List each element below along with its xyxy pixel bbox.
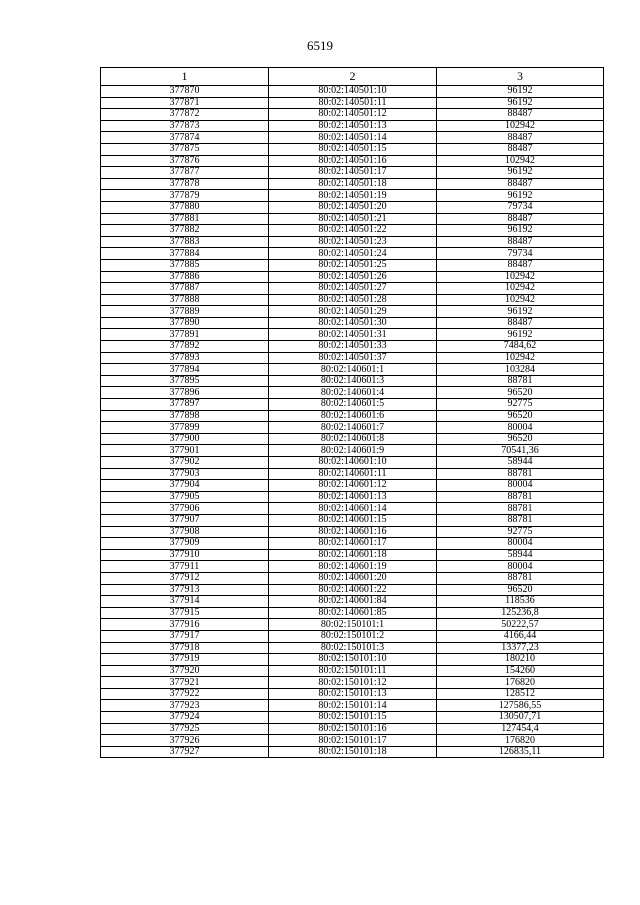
cadastral-number-cell: 80:02:150101:12 bbox=[269, 677, 437, 689]
row-number-cell: 377918 bbox=[101, 642, 269, 654]
cadastral-number-cell: 80:02:150101:17 bbox=[269, 735, 437, 747]
cadastral-number-cell: 80:02:140601:84 bbox=[269, 596, 437, 608]
table-row bbox=[101, 86, 604, 98]
table-row bbox=[101, 97, 604, 109]
cadastral-number-cell: 80:02:140501:15 bbox=[269, 143, 437, 155]
row-number-cell: 377907 bbox=[101, 514, 269, 526]
cadastral-number-cell: 80:02:140601:7 bbox=[269, 422, 437, 434]
row-number-cell: 377917 bbox=[101, 630, 269, 642]
value-cell: 88781 bbox=[437, 375, 604, 387]
row-number-cell: 377877 bbox=[101, 167, 269, 179]
table-row bbox=[101, 468, 604, 480]
table-row bbox=[101, 514, 604, 526]
row-number-cell: 377912 bbox=[101, 572, 269, 584]
value-cell: 96520 bbox=[437, 387, 604, 399]
table-row bbox=[101, 422, 604, 434]
table-row bbox=[101, 433, 604, 445]
table-row bbox=[101, 445, 604, 457]
value-cell: 70541,36 bbox=[437, 445, 604, 457]
row-number-cell: 377891 bbox=[101, 329, 269, 341]
cadastral-number-cell: 80:02:140501:18 bbox=[269, 178, 437, 190]
table-row bbox=[101, 584, 604, 596]
cadastral-number-cell: 80:02:140601:12 bbox=[269, 480, 437, 492]
table-row bbox=[101, 306, 604, 318]
row-number-cell: 377925 bbox=[101, 723, 269, 735]
row-number-cell: 377902 bbox=[101, 457, 269, 469]
value-cell: 96192 bbox=[437, 306, 604, 318]
table-row bbox=[101, 619, 604, 631]
table-row bbox=[101, 491, 604, 503]
table-row bbox=[101, 596, 604, 608]
table-row bbox=[101, 735, 604, 747]
table-row bbox=[101, 143, 604, 155]
value-cell: 88781 bbox=[437, 514, 604, 526]
cadastral-number-cell: 80:02:140501:21 bbox=[269, 213, 437, 225]
row-number-cell: 377910 bbox=[101, 549, 269, 561]
cadastral-number-cell: 80:02:140601:6 bbox=[269, 410, 437, 422]
value-cell: 126835,11 bbox=[437, 746, 604, 758]
cadastral-number-cell: 80:02:140601:13 bbox=[269, 491, 437, 503]
row-number-cell: 377916 bbox=[101, 619, 269, 631]
cadastral-number-cell: 80:02:140601:14 bbox=[269, 503, 437, 515]
value-cell: 180210 bbox=[437, 654, 604, 666]
row-number-cell: 377876 bbox=[101, 155, 269, 167]
table-header bbox=[101, 68, 604, 86]
row-number-cell: 377901 bbox=[101, 445, 269, 457]
table-row bbox=[101, 712, 604, 724]
value-cell: 127586,55 bbox=[437, 700, 604, 712]
value-cell: 92775 bbox=[437, 399, 604, 411]
value-cell: 88487 bbox=[437, 132, 604, 144]
row-number-cell: 377886 bbox=[101, 271, 269, 283]
cadastral-number-cell: 80:02:140501:29 bbox=[269, 306, 437, 318]
value-cell: 88487 bbox=[437, 259, 604, 271]
cadastral-number-cell: 80:02:140601:19 bbox=[269, 561, 437, 573]
value-cell: 96192 bbox=[437, 329, 604, 341]
cadastral-number-cell: 80:02:140601:20 bbox=[269, 572, 437, 584]
row-number-cell: 377897 bbox=[101, 399, 269, 411]
cadastral-number-cell: 80:02:150101:18 bbox=[269, 746, 437, 758]
row-number-cell: 377900 bbox=[101, 433, 269, 445]
cadastral-number-cell: 80:02:140501:33 bbox=[269, 341, 437, 353]
row-number-cell: 377896 bbox=[101, 387, 269, 399]
value-cell: 88781 bbox=[437, 503, 604, 515]
table-row bbox=[101, 213, 604, 225]
row-number-cell: 377888 bbox=[101, 294, 269, 306]
table-row bbox=[101, 538, 604, 550]
value-cell: 80004 bbox=[437, 422, 604, 434]
value-cell: 102942 bbox=[437, 271, 604, 283]
table-row bbox=[101, 457, 604, 469]
cadastral-number-cell: 80:02:140601:5 bbox=[269, 399, 437, 411]
table-row bbox=[101, 642, 604, 654]
header-column-2: 2 bbox=[269, 68, 437, 86]
row-number-cell: 377874 bbox=[101, 132, 269, 144]
row-number-cell: 377921 bbox=[101, 677, 269, 689]
value-cell: 96192 bbox=[437, 167, 604, 179]
value-cell: 88487 bbox=[437, 178, 604, 190]
row-number-cell: 377899 bbox=[101, 422, 269, 434]
cadastral-number-cell: 80:02:140601:15 bbox=[269, 514, 437, 526]
cadastral-number-cell: 80:02:140601:1 bbox=[269, 364, 437, 376]
cadastral-number-cell: 80:02:140601:11 bbox=[269, 468, 437, 480]
cadastral-number-cell: 80:02:140501:31 bbox=[269, 329, 437, 341]
cadastral-number-cell: 80:02:150101:14 bbox=[269, 700, 437, 712]
row-number-cell: 377870 bbox=[101, 86, 269, 98]
row-number-cell: 377879 bbox=[101, 190, 269, 202]
table-body bbox=[101, 86, 604, 758]
row-number-cell: 377903 bbox=[101, 468, 269, 480]
cadastral-number-cell: 80:02:150101:3 bbox=[269, 642, 437, 654]
cadastral-number-cell: 80:02:140501:14 bbox=[269, 132, 437, 144]
cadastral-number-cell: 80:02:140501:13 bbox=[269, 120, 437, 132]
value-cell: 88487 bbox=[437, 143, 604, 155]
cadastral-number-cell: 80:02:140601:10 bbox=[269, 457, 437, 469]
value-cell: 80004 bbox=[437, 561, 604, 573]
row-number-cell: 377885 bbox=[101, 259, 269, 271]
table-row bbox=[101, 572, 604, 584]
cadastral-number-cell: 80:02:140501:22 bbox=[269, 225, 437, 237]
row-number-cell: 377894 bbox=[101, 364, 269, 376]
cadastral-number-cell: 80:02:140501:12 bbox=[269, 109, 437, 121]
table-row bbox=[101, 410, 604, 422]
value-cell: 96192 bbox=[437, 225, 604, 237]
value-cell: 96192 bbox=[437, 86, 604, 98]
value-cell: 50222,57 bbox=[437, 619, 604, 631]
registry-table bbox=[100, 67, 604, 758]
value-cell: 102942 bbox=[437, 283, 604, 295]
row-number-cell: 377889 bbox=[101, 306, 269, 318]
value-cell: 96520 bbox=[437, 433, 604, 445]
row-number-cell: 377905 bbox=[101, 491, 269, 503]
row-number-cell: 377881 bbox=[101, 213, 269, 225]
row-number-cell: 377884 bbox=[101, 248, 269, 260]
value-cell: 7484,62 bbox=[437, 341, 604, 353]
value-cell: 88781 bbox=[437, 468, 604, 480]
value-cell: 102942 bbox=[437, 352, 604, 364]
table-row bbox=[101, 399, 604, 411]
value-cell: 88487 bbox=[437, 109, 604, 121]
value-cell: 176820 bbox=[437, 735, 604, 747]
cadastral-number-cell: 80:02:140501:25 bbox=[269, 259, 437, 271]
value-cell: 88487 bbox=[437, 213, 604, 225]
table-row bbox=[101, 688, 604, 700]
row-number-cell: 377926 bbox=[101, 735, 269, 747]
table-row bbox=[101, 561, 604, 573]
header-column-3: 3 bbox=[437, 68, 604, 86]
cadastral-number-cell: 80:02:140501:20 bbox=[269, 201, 437, 213]
table-row bbox=[101, 201, 604, 213]
row-number-cell: 377906 bbox=[101, 503, 269, 515]
table-row bbox=[101, 294, 604, 306]
table-row bbox=[101, 654, 604, 666]
value-cell: 58944 bbox=[437, 457, 604, 469]
cadastral-number-cell: 80:02:140501:17 bbox=[269, 167, 437, 179]
cadastral-number-cell: 80:02:140501:30 bbox=[269, 317, 437, 329]
row-number-cell: 377883 bbox=[101, 236, 269, 248]
value-cell: 80004 bbox=[437, 480, 604, 492]
cadastral-number-cell: 80:02:140501:27 bbox=[269, 283, 437, 295]
cadastral-number-cell: 80:02:140501:37 bbox=[269, 352, 437, 364]
table-row bbox=[101, 132, 604, 144]
page-number: 6519 bbox=[307, 38, 333, 53]
cadastral-number-cell: 80:02:140501:24 bbox=[269, 248, 437, 260]
value-cell: 96192 bbox=[437, 190, 604, 202]
value-cell: 88487 bbox=[437, 317, 604, 329]
value-cell: 79734 bbox=[437, 201, 604, 213]
cadastral-number-cell: 80:02:140601:8 bbox=[269, 433, 437, 445]
cadastral-number-cell: 80:02:140501:11 bbox=[269, 97, 437, 109]
row-number-cell: 377911 bbox=[101, 561, 269, 573]
table-row bbox=[101, 155, 604, 167]
cadastral-number-cell: 80:02:140601:9 bbox=[269, 445, 437, 457]
row-number-cell: 377919 bbox=[101, 654, 269, 666]
table-row bbox=[101, 665, 604, 677]
cadastral-number-cell: 80:02:150101:1 bbox=[269, 619, 437, 631]
value-cell: 58944 bbox=[437, 549, 604, 561]
value-cell: 127454,4 bbox=[437, 723, 604, 735]
table-row bbox=[101, 630, 604, 642]
cadastral-number-cell: 80:02:140601:85 bbox=[269, 607, 437, 619]
row-number-cell: 377887 bbox=[101, 283, 269, 295]
row-number-cell: 377892 bbox=[101, 341, 269, 353]
value-cell: 103284 bbox=[437, 364, 604, 376]
value-cell: 92775 bbox=[437, 526, 604, 538]
table-row bbox=[101, 387, 604, 399]
cadastral-number-cell: 80:02:150101:15 bbox=[269, 712, 437, 724]
table-row bbox=[101, 341, 604, 353]
cadastral-number-cell: 80:02:140601:4 bbox=[269, 387, 437, 399]
table-row bbox=[101, 109, 604, 121]
row-number-cell: 377927 bbox=[101, 746, 269, 758]
table-row bbox=[101, 607, 604, 619]
table-row bbox=[101, 167, 604, 179]
cadastral-number-cell: 80:02:150101:11 bbox=[269, 665, 437, 677]
table-row bbox=[101, 271, 604, 283]
row-number-cell: 377923 bbox=[101, 700, 269, 712]
cadastral-number-cell: 80:02:140601:16 bbox=[269, 526, 437, 538]
value-cell: 96520 bbox=[437, 584, 604, 596]
table-row bbox=[101, 352, 604, 364]
cadastral-number-cell: 80:02:140601:17 bbox=[269, 538, 437, 550]
cadastral-number-cell: 80:02:140601:18 bbox=[269, 549, 437, 561]
row-number-cell: 377898 bbox=[101, 410, 269, 422]
table-row bbox=[101, 317, 604, 329]
row-number-cell: 377915 bbox=[101, 607, 269, 619]
table-row bbox=[101, 329, 604, 341]
header-column-1: 1 bbox=[101, 68, 269, 86]
row-number-cell: 377873 bbox=[101, 120, 269, 132]
cadastral-number-cell: 80:02:150101:10 bbox=[269, 654, 437, 666]
table-row bbox=[101, 120, 604, 132]
row-number-cell: 377914 bbox=[101, 596, 269, 608]
cadastral-number-cell: 80:02:140501:28 bbox=[269, 294, 437, 306]
cadastral-number-cell: 80:02:140501:10 bbox=[269, 86, 437, 98]
cadastral-number-cell: 80:02:150101:2 bbox=[269, 630, 437, 642]
value-cell: 128512 bbox=[437, 688, 604, 700]
value-cell: 118536 bbox=[437, 596, 604, 608]
cadastral-number-cell: 80:02:150101:13 bbox=[269, 688, 437, 700]
value-cell: 88487 bbox=[437, 236, 604, 248]
row-number-cell: 377904 bbox=[101, 480, 269, 492]
row-number-cell: 377922 bbox=[101, 688, 269, 700]
value-cell: 102942 bbox=[437, 294, 604, 306]
table-row bbox=[101, 259, 604, 271]
cadastral-number-cell: 80:02:140501:26 bbox=[269, 271, 437, 283]
cadastral-number-cell: 80:02:140601:3 bbox=[269, 375, 437, 387]
table-row bbox=[101, 225, 604, 237]
row-number-cell: 377890 bbox=[101, 317, 269, 329]
row-number-cell: 377920 bbox=[101, 665, 269, 677]
row-number-cell: 377924 bbox=[101, 712, 269, 724]
row-number-cell: 377882 bbox=[101, 225, 269, 237]
table-row bbox=[101, 700, 604, 712]
row-number-cell: 377872 bbox=[101, 109, 269, 121]
table-row bbox=[101, 677, 604, 689]
value-cell: 176820 bbox=[437, 677, 604, 689]
table-row bbox=[101, 746, 604, 758]
row-number-cell: 377893 bbox=[101, 352, 269, 364]
row-number-cell: 377878 bbox=[101, 178, 269, 190]
table-row bbox=[101, 248, 604, 260]
table-row bbox=[101, 549, 604, 561]
value-cell: 130507,71 bbox=[437, 712, 604, 724]
cadastral-number-cell: 80:02:150101:16 bbox=[269, 723, 437, 735]
table-row bbox=[101, 190, 604, 202]
value-cell: 13377,23 bbox=[437, 642, 604, 654]
table-row bbox=[101, 480, 604, 492]
value-cell: 96520 bbox=[437, 410, 604, 422]
value-cell: 88781 bbox=[437, 491, 604, 503]
cadastral-number-cell: 80:02:140601:22 bbox=[269, 584, 437, 596]
value-cell: 79734 bbox=[437, 248, 604, 260]
header-row bbox=[101, 68, 604, 86]
table-row bbox=[101, 178, 604, 190]
value-cell: 154260 bbox=[437, 665, 604, 677]
row-number-cell: 377880 bbox=[101, 201, 269, 213]
table-row bbox=[101, 375, 604, 387]
value-cell: 125236,8 bbox=[437, 607, 604, 619]
value-cell: 96192 bbox=[437, 97, 604, 109]
value-cell: 102942 bbox=[437, 155, 604, 167]
value-cell: 4166,44 bbox=[437, 630, 604, 642]
row-number-cell: 377871 bbox=[101, 97, 269, 109]
row-number-cell: 377908 bbox=[101, 526, 269, 538]
row-number-cell: 377909 bbox=[101, 538, 269, 550]
row-number-cell: 377875 bbox=[101, 143, 269, 155]
table-row bbox=[101, 236, 604, 248]
cadastral-number-cell: 80:02:140501:23 bbox=[269, 236, 437, 248]
table-row bbox=[101, 526, 604, 538]
table-row bbox=[101, 364, 604, 376]
row-number-cell: 377913 bbox=[101, 584, 269, 596]
value-cell: 80004 bbox=[437, 538, 604, 550]
cadastral-number-cell: 80:02:140501:19 bbox=[269, 190, 437, 202]
table-row bbox=[101, 283, 604, 295]
table-row bbox=[101, 503, 604, 515]
value-cell: 88781 bbox=[437, 572, 604, 584]
value-cell: 102942 bbox=[437, 120, 604, 132]
row-number-cell: 377895 bbox=[101, 375, 269, 387]
table-row bbox=[101, 723, 604, 735]
cadastral-number-cell: 80:02:140501:16 bbox=[269, 155, 437, 167]
